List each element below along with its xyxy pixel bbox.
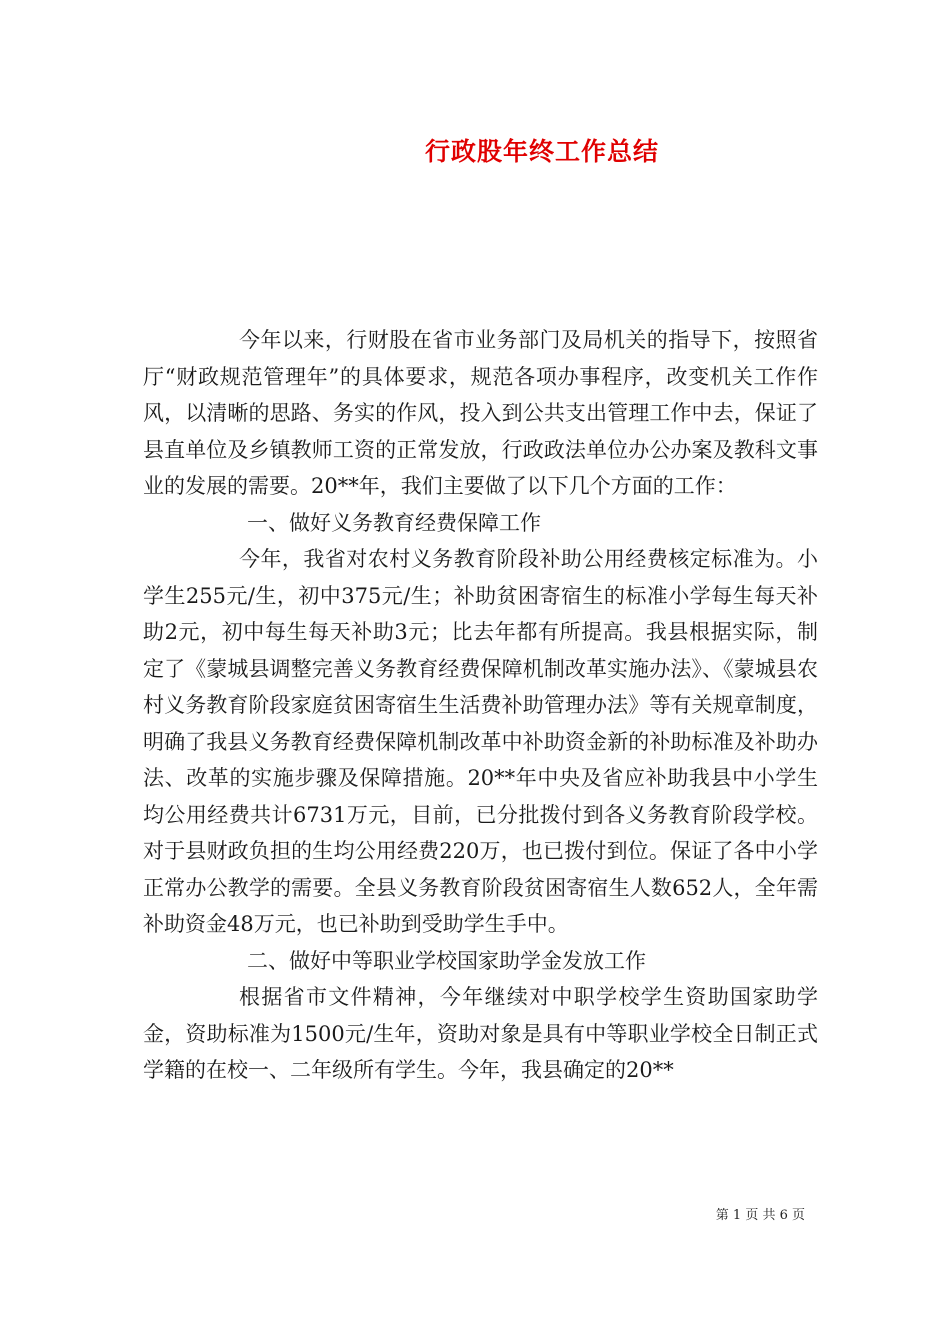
section-heading-2: 二、做好中等职业学校国家助学金发放工作 — [247, 948, 646, 973]
page-number-footer: 第 1 页 共 6 页 — [715, 1208, 805, 1223]
section-heading-1: 一、做好义务教育经费保障工作 — [247, 510, 541, 535]
document-body — [143, 322, 818, 1089]
document-title: 行政股年终工作总结 — [424, 137, 659, 166]
paragraph-intro: 今年以来，行财股在省市业务部门及局机关的指导下，按照省厅“财政规范管理年”的具体要求，规范各项办事程序，改变机关工作作风，以清晰的思路、务实的作风，投入到公共支出管理工作中去，保证了县直单位及乡镇教师工资的正常发放，行政政法单位办公办案及教科文事业的发展的需要。20**年，我们主要做了以下几个方面的工作： — [143, 328, 818, 498]
paragraph-section-2: 根据省市文件精神，今年继续对中职学校学生资助国家助学金，资助标准为1500元/生年，资助对象是具有中等职业学校全日制正式学籍的在校一、二年级所有学生。今年，我县确定的20** — [143, 985, 818, 1082]
paragraph-section-1: 今年，我省对农村义务教育阶段补助公用经费核定标准为。小学生255元/生，初中375元/生；补助贫困寄宿生的标准小学每生每天补助2元，初中每生每天补助3元；比去年都有所提高。我县根据实际，制定了《蒙城县调整完善义务教育经费保障机制改革实施办法》、《蒙城县农村义务教育阶段家庭贫困寄宿生生活费补助管理办法》等有关规章制度，明确了我县义务教育经费保障机制改革中补助资金新的补助标准及补助办法、改革的实施步骤及保障措施。20**年中央及省应补助我县中小学生均公用经费共计6731万元，目前，已分批拨付到各义务教育阶段学校。对于县财政负担的生均公用经费220万，也已拨付到位。保证了各中小学正常办公教学的需要。全县义务教育阶段贫困寄宿生人数652人，全年需补助资金48万元，也已补助到受助学生手中。 — [143, 547, 818, 936]
